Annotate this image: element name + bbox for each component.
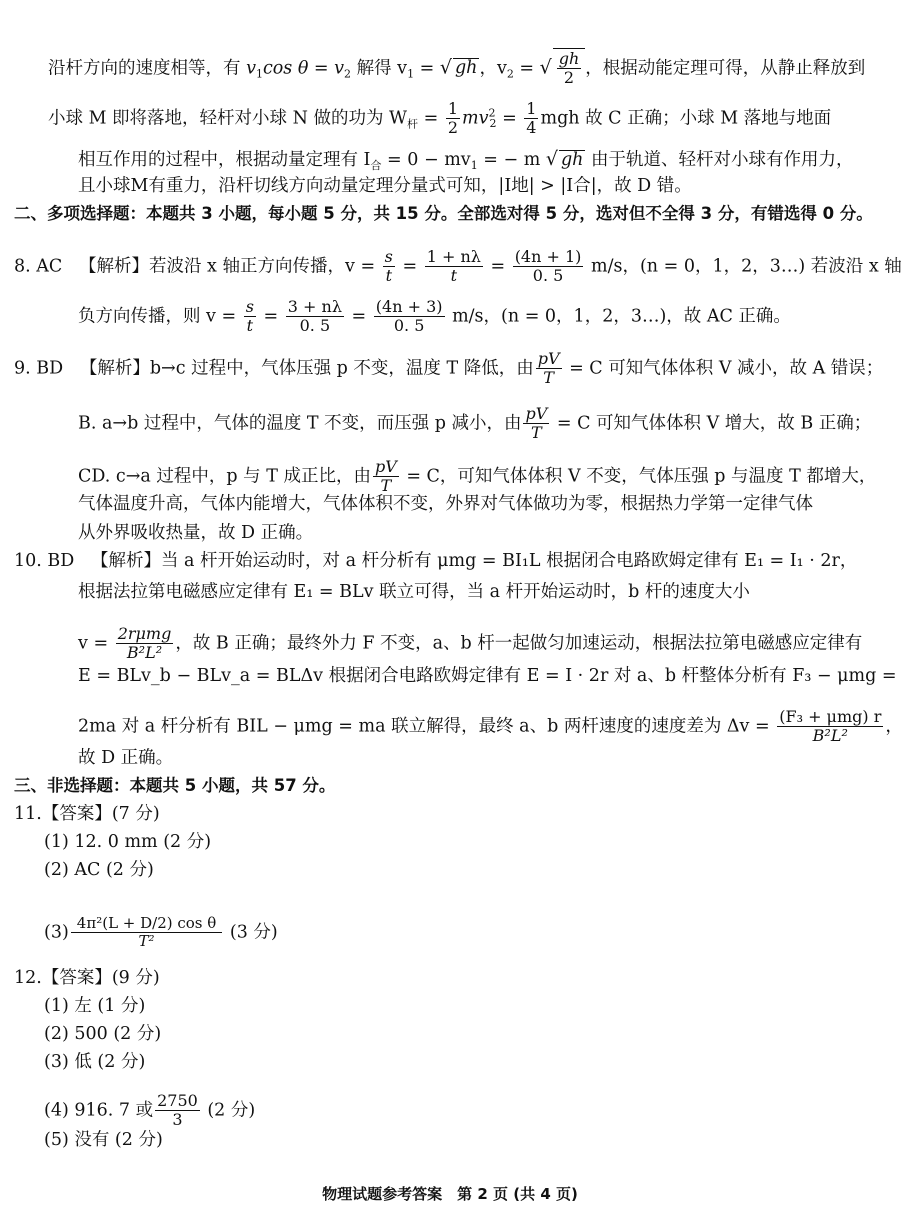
math: T: [543, 368, 554, 388]
text: mv: [462, 108, 489, 129]
math: t: [450, 266, 457, 286]
text: CD. c→a 过程中，p 与 T 成正比，由: [78, 466, 371, 487]
text: 【解析】b→c 过程中，气体压强 p 不变，温度 T 降低，由: [79, 358, 534, 379]
text: =: [484, 256, 511, 277]
text: =: [396, 256, 423, 277]
math: s: [245, 297, 254, 316]
text: = C，可知气体体积 V 不变，气体压强 p 与温度 T 都增大，: [400, 466, 877, 487]
text: (2 分): [201, 1100, 256, 1121]
text: (3 分): [224, 922, 278, 943]
question-9-line-3: [78, 458, 876, 496]
text: 合: [370, 159, 382, 172]
question-8-line-2: [78, 298, 791, 336]
question-10-line-4: E = BLv_b − BLv_a = BLΔv 根据闭合电路欧姆定律有 E = I · 2r 对 a、b 杆整体分析有 F₃ − μmg =: [78, 666, 897, 686]
text: =: [414, 58, 440, 79]
text: ，v: [479, 58, 507, 79]
question-10-line-2: 根据法拉第电磁感应定律有 E₁ = BLv 联立可得，当 a 杆开始运动时，b 杆的速度大小: [78, 582, 750, 602]
text-line-3: 相互作用的过程中，根据动量定理有 $I_合 = 0 - mv_1$ = − m √ gh 由于轨道、轻杆对小球有作用力，: [78, 148, 854, 172]
question-10-line-3: [78, 625, 862, 663]
text: (3): [44, 922, 69, 943]
math: 0. 5: [299, 316, 331, 336]
text: =: [345, 306, 372, 327]
text: = 0 − mv: [381, 150, 471, 170]
text: v =: [78, 633, 114, 654]
question-12-answer-5: (5) 没有 (2 分): [44, 1130, 163, 1150]
math: gh: [560, 150, 584, 170]
text: 【解析】若波沿 x 轴正方向传播，v =: [79, 256, 381, 277]
math: s: [384, 247, 393, 266]
question-12-answer-2: (2) 500 (2 分): [44, 1024, 162, 1044]
text: 2ma 对 a 杆分析有 BIL − μmg = ma 联立解得，最终 a、b 两杆速度的速度差为 Δv =: [78, 716, 776, 737]
text: mgh 故 C 正确；小球 M 落地与地面: [540, 108, 832, 129]
math: 4: [526, 118, 537, 138]
text: = C 可知气体体积 V 减小，故 A 错误；: [563, 358, 884, 379]
text: 负方向传播，则 v =: [78, 306, 242, 327]
math: pV: [525, 404, 548, 423]
question-number: 9. BD: [14, 358, 64, 379]
math: gh: [558, 49, 580, 68]
text: m/s，(n = 0，1，2，3…) 若波沿 x 轴: [585, 256, 902, 277]
question-9-line-5: 从外界吸收热量，故 D 正确。: [78, 523, 314, 543]
section-heading-3: 三、非选择题：本题共 5 小题，共 57 分。: [14, 776, 336, 795]
question-10: [14, 553, 857, 571]
question-12-answer-3: (3) 低 (2 分): [44, 1052, 146, 1072]
math: t: [385, 266, 392, 286]
question-8: [14, 248, 902, 286]
math: 4π²(L + D/2) cos θ: [71, 915, 223, 933]
math: T: [380, 476, 392, 496]
text-line-2: 小球 M 即将落地，轻杆对小球 N 做的功为 $W_杆$ = $\frac{1}{2}$ $mv^2_2$ = $\frac{1}{4}$ mgh 故 C 正确；小球 M 落地与地面: [48, 99, 832, 138]
question-number: 10. BD: [14, 551, 75, 571]
text: 杆: [407, 117, 419, 131]
text: 由于轨道、轻杆对小球有作用力，: [585, 150, 854, 170]
text: m/s，(n = 0，1，2，3…)，故 AC 正确。: [446, 306, 791, 327]
math: 0. 5: [393, 316, 425, 336]
math: t: [246, 316, 254, 336]
question-10-line-6: 故 D 正确。: [78, 748, 174, 768]
text: = C 可知气体体积 V 增大，故 B 正确；: [551, 413, 872, 434]
text: v: [246, 58, 256, 79]
question-12-answer-4: [44, 1092, 255, 1130]
text: cos θ = v: [262, 58, 345, 79]
question-11-answer-3: [44, 915, 278, 951]
text: 沿杆方向的速度相等，有: [48, 58, 247, 79]
math: pV: [374, 457, 397, 476]
math: 3 + nλ: [287, 297, 342, 316]
math: T: [531, 423, 542, 443]
text: 相互作用的过程中，根据动量定理有 I: [78, 150, 371, 170]
question-number: 8. AC: [14, 256, 63, 277]
math: 3: [172, 1110, 183, 1130]
math: 2: [563, 68, 575, 88]
section-heading-2: 二、多项选择题：本题共 3 小题，每小题 5 分，共 15 分。全部选对得 5 分，选对但不全得 3 分，有错选得 0 分。: [14, 204, 873, 223]
math: 2750: [157, 1091, 198, 1110]
math: T²: [138, 932, 155, 951]
text: = − m: [477, 150, 546, 170]
text: =: [257, 306, 284, 327]
math: pV: [537, 349, 560, 368]
text: 解得 v: [351, 58, 408, 79]
text: =: [418, 108, 444, 129]
text-line-1: 沿杆方向的速度相等，有 $v_1\cos$ $\theta = v_2$ 解得 $v_1$ = √ gh ，$v_2$ = √ $\frac{gh}{2}$ ，根据动能定理可得，从静止释放到: [48, 49, 866, 88]
question-10-line-5: [78, 708, 903, 746]
question-9-line-4: 气体温度升高，气体内能增大，气体体积不变，外界对气体做功为零，根据热力学第一定律气体: [78, 494, 813, 514]
text: ，: [885, 716, 903, 737]
question-11-title: 11.【答案】(7 分): [14, 804, 160, 824]
text: 【解析】当 a 杆开始运动时，对 a 杆分析有 μmg = BI₁L 根据闭合电路欧姆定律有 E₁ = I₁ · 2r，: [91, 551, 858, 571]
math: 2rμmg: [117, 624, 172, 643]
text: B. a→b 过程中，气体的温度 T 不变，而压强 p 减小，由: [78, 413, 522, 434]
text: (4) 916. 7 或: [44, 1100, 154, 1121]
text: =: [496, 108, 523, 129]
math: (4n + 3): [375, 297, 443, 316]
text: =: [513, 58, 540, 79]
text: 小球 M 即将落地，轻杆对小球 N 做的功为 W: [48, 108, 408, 129]
question-9: [14, 350, 883, 388]
question-12-answer-1: (1) 左 (1 分): [44, 996, 146, 1016]
question-11-answer-1: (1) 12. 0 mm (2 分): [44, 832, 212, 852]
math: (F₃ + μmg) r: [779, 707, 882, 726]
math: 1: [526, 99, 537, 118]
math: (4n + 1): [514, 247, 582, 266]
text: ，故 B 正确；最终外力 F 不变，a、b 杆一起做匀加速运动，根据法拉第电磁感应定律有: [175, 633, 863, 654]
math: 0. 5: [532, 266, 564, 286]
question-12-title: 12.【答案】(9 分): [14, 968, 160, 988]
math: 2: [447, 118, 459, 138]
math: 1 + nλ: [426, 247, 481, 266]
question-11-answer-2: (2) AC (2 分): [44, 860, 154, 880]
question-9-line-2: [78, 405, 871, 443]
math: B²L²: [812, 726, 848, 746]
page-footer: 物理试题参考答案 第 2 页 (共 4 页): [322, 1185, 578, 1203]
text: ，根据动能定理可得，从静止释放到: [585, 58, 866, 79]
math: gh: [454, 58, 478, 79]
math: B²L²: [126, 643, 163, 663]
math: 1: [447, 99, 459, 118]
text-line-4: 且小球M有重力，沿杆切线方向动量定理分量式可知，|I地| > |I合|，故 D 错。: [78, 176, 692, 196]
